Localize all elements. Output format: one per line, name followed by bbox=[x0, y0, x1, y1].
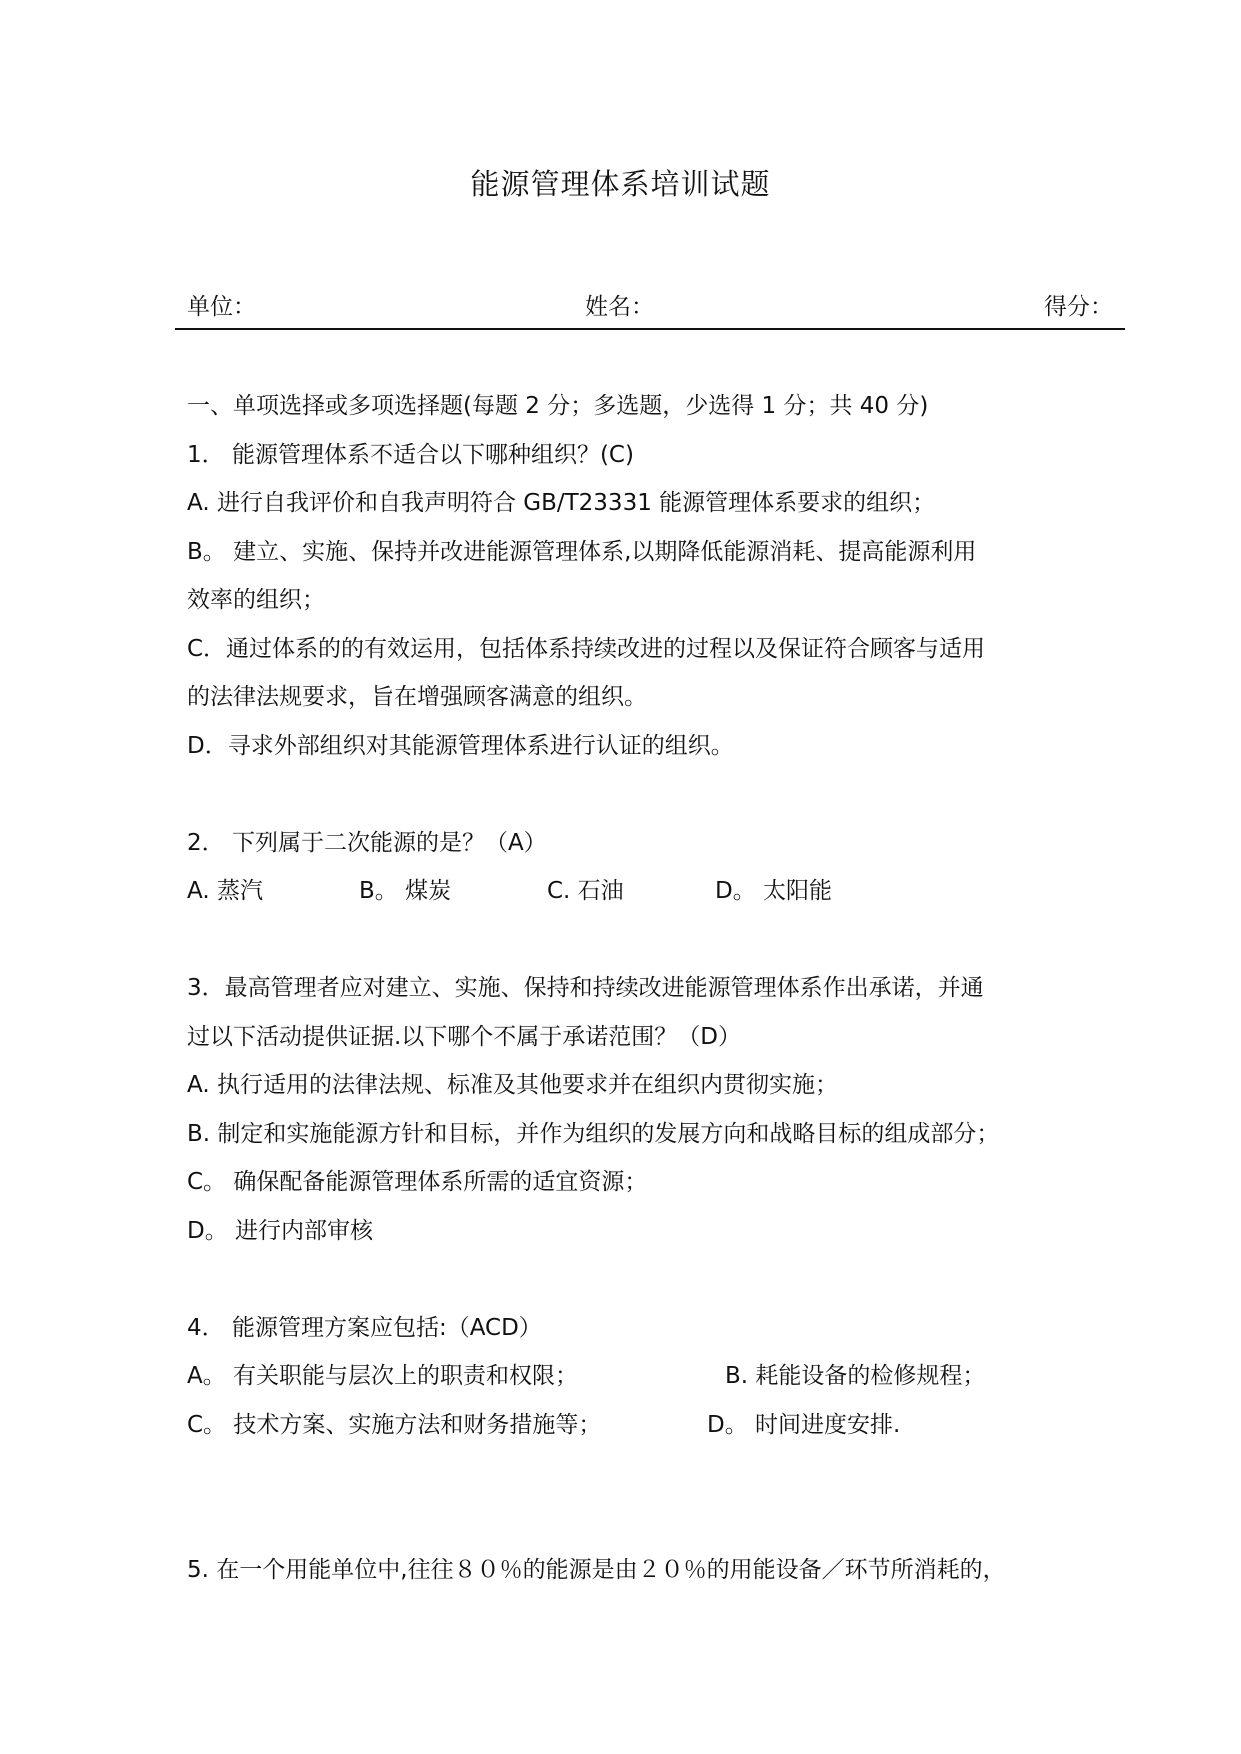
spacer bbox=[187, 1255, 1067, 1304]
page-title: 能源管理体系培训试题 bbox=[470, 167, 771, 201]
question-4-option-a: A。 有关职能与层次上的职责和权限； bbox=[187, 1363, 579, 1389]
question-4-option-b: B. 耗能设备的检修规程； bbox=[725, 1363, 986, 1389]
question-4-option-c: C。 技术方案、实施方法和财务措施等； bbox=[187, 1411, 602, 1438]
section-heading: 一、单项选择或多项选择题(每题 2 分；多选题，少选得 1 分；共 40 分) bbox=[187, 393, 929, 419]
question-2-options bbox=[187, 867, 1067, 916]
question-2-option-c: C. 石油 bbox=[547, 878, 624, 904]
question-5-stem-line1: 5. 在一个用能单位中,往往８０％的能源是由２０％的用能设备／环节所消耗的， bbox=[187, 1557, 1006, 1583]
question-3-option-a: A. 执行适用的法律法规、标准及其他要求并在组织内贯彻实施； bbox=[187, 1072, 838, 1098]
info-row bbox=[175, 290, 1125, 330]
question-3-option-c: C。 确保配备能源管理体系所需的适宜资源； bbox=[187, 1169, 648, 1195]
question-3-option-b: B. 制定和实施能源方针和目标，并作为组织的发展方向和战略目标的组成部分； bbox=[187, 1120, 1000, 1147]
name-label: 姓名： bbox=[585, 294, 654, 320]
exam-content bbox=[187, 382, 1067, 1595]
score-label: 得分： bbox=[1044, 294, 1113, 320]
question-1-option-a: A. 进行自我评价和自我声明符合 GB/T23331 能源管理体系要求的组织； bbox=[187, 490, 936, 516]
spacer bbox=[187, 916, 1067, 965]
question-1-option-b-line2: 效率的组织； bbox=[187, 587, 325, 613]
question-3-stem-line1: 3．最高管理者应对建立、实施、保持和持续改进能源管理体系作出承诺，并通 bbox=[187, 975, 984, 1001]
spacer bbox=[187, 770, 1067, 819]
question-2-option-a: A. 蒸汽 bbox=[187, 878, 263, 904]
question-1-option-c-line1: C．通过体系的的有效运用，包括体系持续改进的过程以及保证符合顾客与适用 bbox=[187, 635, 986, 662]
question-4-stem: 4． 能源管理方案应包括:（ACD） bbox=[187, 1314, 542, 1341]
question-3-option-d: D。 进行内部审核 bbox=[187, 1217, 374, 1244]
question-1-option-d: D．寻求外部组织对其能源管理体系进行认证的组织。 bbox=[187, 732, 734, 759]
question-3-stem-line2: 过以下活动提供证据.以下哪个不属于承诺范围？（D） bbox=[187, 1023, 742, 1050]
unit-label: 单位： bbox=[187, 294, 256, 320]
question-2-option-b: B。 煤炭 bbox=[359, 878, 452, 904]
question-2-stem: 2． 下列属于二次能源的是？（A） bbox=[187, 829, 547, 856]
question-1-stem: 1． 能源管理体系不适合以下哪种组织？(C) bbox=[187, 441, 634, 468]
question-1-option-b-line1: B。 建立、实施、保持并改进能源管理体系,以期降低能源消耗、提高能源利用 bbox=[187, 538, 977, 565]
spacer bbox=[187, 1449, 1067, 1546]
question-4-option-d: D。 时间进度安排. bbox=[707, 1411, 901, 1438]
question-4-options-row1 bbox=[187, 1352, 1067, 1401]
question-1-option-c-line2: 的法律法规要求，旨在增强顾客满意的组织。 bbox=[187, 684, 647, 710]
question-2-option-d: D。 太阳能 bbox=[715, 878, 833, 904]
question-4-options-row2 bbox=[187, 1401, 1067, 1450]
